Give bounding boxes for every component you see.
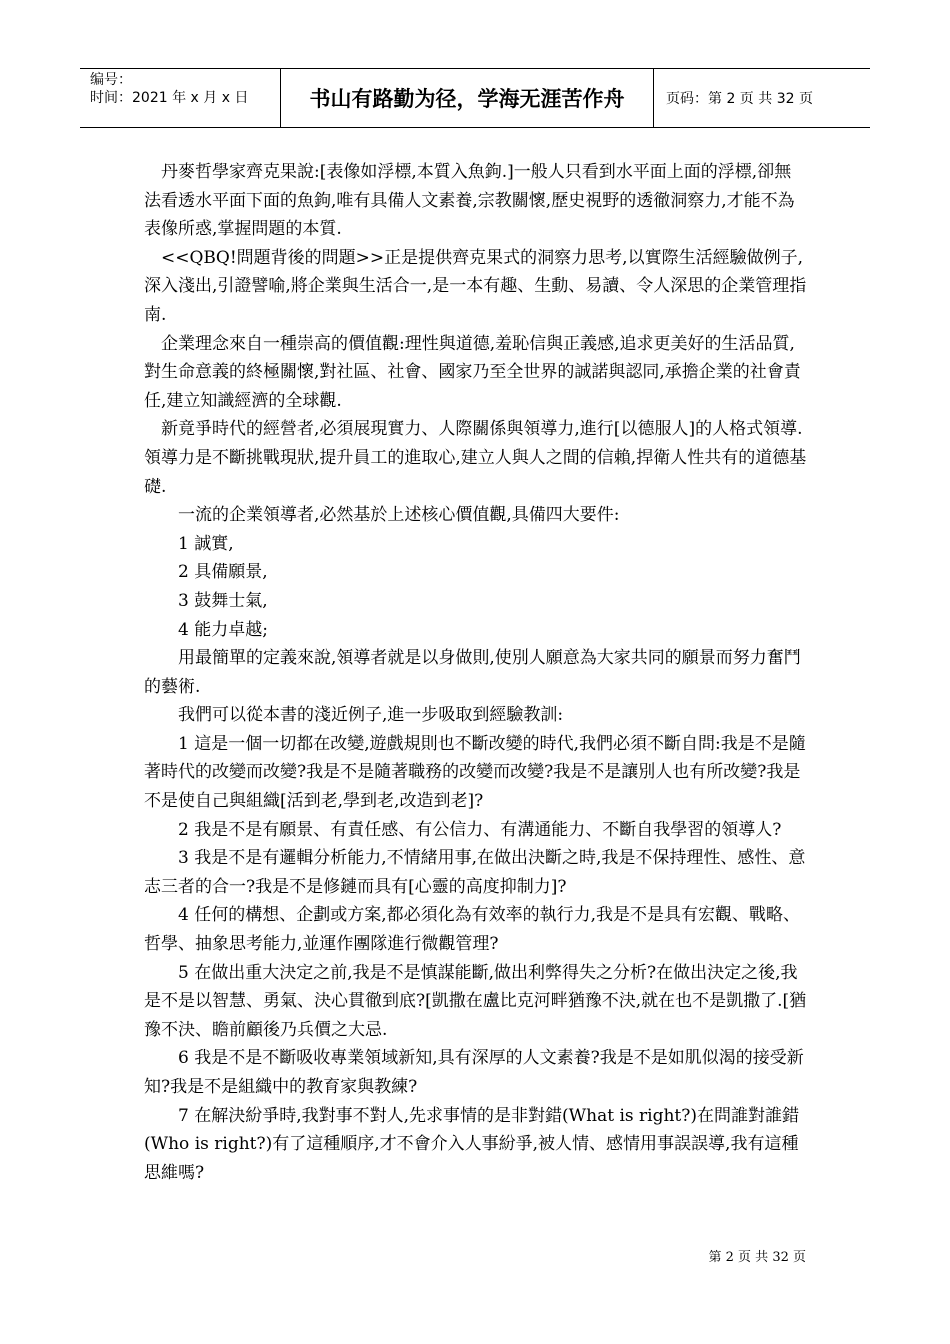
list-item: 4 能力卓越; <box>144 619 268 640</box>
header-motto: 书山有路勤为径，学海无涯苦作舟 <box>280 69 654 127</box>
list-item: 1 誠實, <box>144 533 234 554</box>
list-item: 4 任何的構想、企劃或方案,都必須化為有效率的執行力,我是不是具有宏觀、戰略、哲學、抽象思考能力,並運作團隊進行微觀管理? <box>144 905 801 955</box>
paragraph: 用最簡單的定義來說,領導者就是以身做則,使別人願意為大家共同的願景而努力奮鬥的藝術. <box>144 648 801 697</box>
document-date-label: 时间：2021 年 x 月 x 日 <box>90 90 249 106</box>
paragraph: 一流的企業領導者,必然基於上述核心價值觀,具備四大要件: <box>144 505 620 526</box>
document-body <box>144 158 808 1187</box>
list-item: 7 在解決紛爭時,我對事不對人,先求事情的是非對錯(What is right?)在問誰對誰錯(Who is right?)有了這種順序,才不會介入人事紛爭,被人情、感情用事誤誤導,我有這種思維嗎? <box>144 1105 799 1183</box>
paragraph: 我們可以從本書的淺近例子,進一步吸取到經驗教訓: <box>144 705 564 726</box>
header-meta <box>80 69 280 127</box>
list-item: 6 我是不是不斷吸收專業領域新知,具有深厚的人文素養?我是不是如肌似渴的接受新知?我是不是組織中的教育家與教練? <box>144 1048 804 1097</box>
list-item: 1 這是一個一切都在改變,遊戲規則也不斷改變的時代,我們必須不斷自問:我是不是隨著時代的改變而改變?我是不是隨著職務的改變而改變?我是不是讓別人也有所改變?我是不是使自己與組織[活到老,學到老,改造到老]? <box>144 733 806 812</box>
page-header <box>80 68 870 128</box>
paragraph: 新竟爭時代的經營者,必須展現實力、人際關係與領導力,進行[以德服人]的人格式領導.領導力是不斷挑戰現狀,提升員工的進取心,建立人與人之間的信賴,捍衛人性共有的道德基礎. <box>144 419 807 497</box>
list-item: 3 我是不是有邏輯分析能力,不情緒用事,在做出決斷之時,我是不保持理性、感性、意志三者的合一?我是不是修鏈而具有[心靈的高度抑制力]? <box>144 848 806 897</box>
header-page-number: 页码：第 2 页 共 32 页 <box>666 91 813 107</box>
list-item: 2 我是不是有願景、有責任感、有公信力、有溝通能力、不斷自我學習的領導人? <box>144 819 782 840</box>
list-item: 5 在做出重大決定之前,我是不是慎謀能斷,做出利弊得失之分析?在做出決定之後,我是不是以智慧、勇氣、決心貫徹到底?[凱撒在盧比克河畔猶豫不決,就在也不是凱撒了.[猶豫不決、瞻前顧後乃兵價之大忌. <box>144 962 807 1040</box>
list-item: 3 鼓舞士氣, <box>144 590 268 611</box>
list-item: 2 具備願景, <box>144 562 268 583</box>
paragraph: 丹麥哲學家齊克果說:[表像如浮標,本質入魚鉤.]一般人只看到水平面上面的浮標,卻無法看透水平面下面的魚鉤,唯有具備人文素養,宗教關懷,歷史視野的透徹洞察力,才能不為表像所惑,掌握問題的本質. <box>144 162 795 240</box>
footer-page-number: 第 2 页 共 32 页 <box>708 1250 806 1265</box>
paragraph: 企業理念來自一種崇高的價值觀:理性與道德,羞恥信與正義感,追求更美好的生活品質,對生命意義的終極關懷,對社區、社會、國家乃至全世界的誠諾與認同,承擔企業的社會責任,建立知識經濟的全球觀. <box>144 333 801 411</box>
document-number-label: 编号： <box>90 72 132 88</box>
paragraph: <<QBQ!問題背後的問題>>正是提供齊克果式的洞察力思考,以實際生活經驗做例子,深入淺出,引證譬喻,將企業與生活合一,是一本有趣、生動、易讀、令人深思的企業管理指南. <box>144 247 807 325</box>
